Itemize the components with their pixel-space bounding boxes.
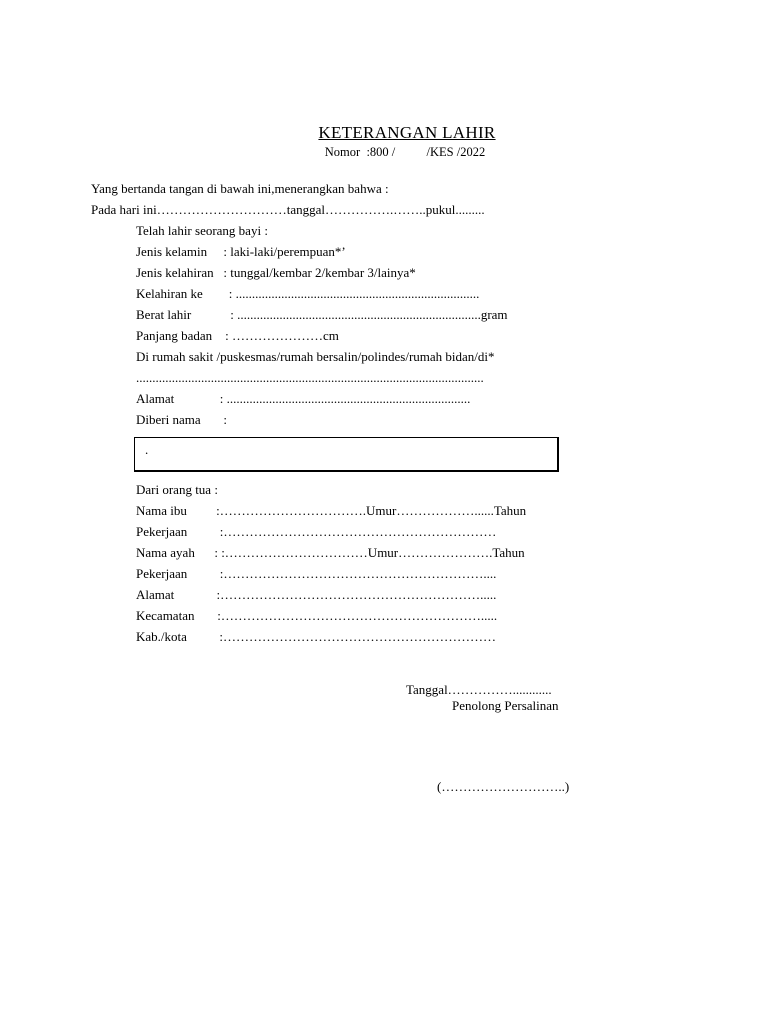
baby-section-heading: Telah lahir seorang bayi : (136, 223, 268, 238)
signature-date: Tanggal……………............ (406, 682, 552, 697)
given-name-label: Diberi nama : (136, 412, 227, 427)
intro-statement: Yang bertanda tangan di bawah ini,menerangkan bahwa : (91, 181, 389, 196)
document-number: Nomor :800 / /KES /2022 (324, 145, 486, 159)
birth-attendant-label: Penolong Persalinan (452, 698, 559, 713)
birth-weight-field: Berat lahir : ...........................................................................gram (136, 307, 508, 322)
birth-place-dots: ........................................................................................................... (136, 370, 484, 385)
mother-occupation-field: Pekerjaan :……………………………………………………… (136, 524, 497, 539)
baby-name-box[interactable] (134, 437, 559, 472)
body-length-field: Panjang badan : …………………cm (136, 328, 339, 343)
baby-name-value: . (145, 442, 149, 457)
document-title: KETERANGAN LAHIR (318, 123, 496, 142)
father-name-field: Nama ayah : :……………………………Umur………………….Tahun (136, 545, 525, 560)
birth-type-field: Jenis kelahiran : tunggal/kembar 2/kembar 3/lainya* (136, 265, 416, 280)
gender-field: Jenis kelamin : laki-laki/perempuan*’ (136, 244, 346, 259)
parents-address-field: Alamat :……………………………………………………..... (136, 587, 497, 602)
birth-place-field: Di rumah sakit /puskesmas/rumah bersalin/polindes/rumah bidan/di* (136, 349, 495, 364)
birth-day-time-line: Pada hari ini…………………………tanggal…………….……..pukul......... (91, 202, 485, 217)
baby-address-field: Alamat : ........................................................................... (136, 391, 471, 406)
signature-name-placeholder: (………………………..) (437, 779, 570, 794)
regency-city-field: Kab./kota :……………………………………………………… (136, 629, 497, 644)
district-field: Kecamatan :……………………………………………………..... (136, 608, 498, 623)
mother-name-field: Nama ibu :…………………………….Umur………………......Tahun (136, 503, 527, 518)
parents-section-heading: Dari orang tua : (136, 482, 218, 497)
birth-order-field: Kelahiran ke : ........................................................................... (136, 286, 480, 301)
father-occupation-field: Pekerjaan :…………………………………………………….... (136, 566, 497, 581)
